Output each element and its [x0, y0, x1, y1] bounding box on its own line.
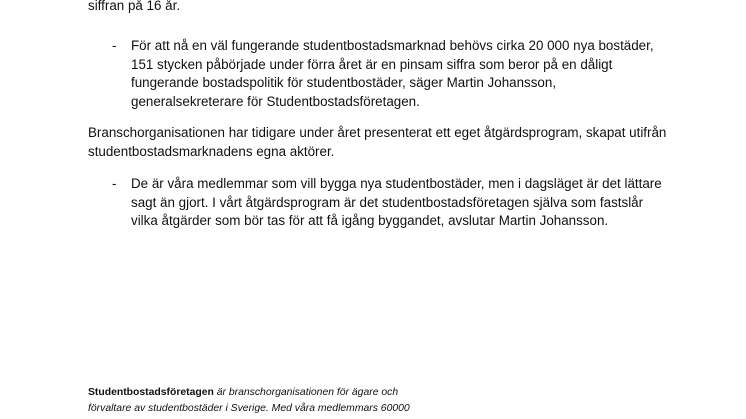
text-line: sagt än gjort. I vårt åtgärdsprogram är det studentbostadsföretagen själva som fastslår: [131, 194, 644, 210]
text-line: För att nå en väl fungerande studentbostadsmarknad behövs cirka 20 000 nya bostäder,: [131, 38, 654, 53]
paragraph-2: [88, 124, 688, 161]
bullet-dash: -: [112, 176, 117, 191]
footer-boilerplate: [88, 385, 448, 416]
quote-1-text: [131, 37, 691, 111]
text-line: siffran på 16 år.: [88, 0, 181, 13]
bullet-dash: -: [112, 38, 117, 53]
footer-line-1-rest: är branschorganisationen för ägare och: [213, 387, 399, 398]
text-line: generalsekreterare för Studentbostadsföretagen.: [131, 93, 420, 109]
text-line: Branschorganisationen har tidigare under året presenterat ett eget åtgärdsprogram, skapat utifrån: [88, 125, 667, 140]
text-line: De är våra medlemmar som vill bygga nya studentbostäder, men i dagsläget är det lättare: [131, 176, 662, 191]
quote-2-text: [131, 175, 691, 231]
footer-line-2: förvaltare av studentbostäder i Sverige. Med våra medlemmars 60000: [88, 402, 410, 414]
footer-brand: Studentbostadsföretagen: [88, 387, 214, 398]
intro-tail-text: [88, 0, 688, 16]
text-line: vilka åtgärder som bör tas för att få igång byggandet, avslutar Martin Johansson.: [131, 213, 609, 229]
text-line: 151 stycken påbörjade under förra året är en pinsam siffra som beror på en dåligt: [131, 56, 613, 72]
text-line: studentbostadsmarknadens egna aktörer.: [88, 143, 335, 159]
text-line: fungerande bostadspolitik för studentbostäder, säger Martin Johansson,: [131, 75, 557, 91]
footer-line-1: [88, 385, 448, 401]
